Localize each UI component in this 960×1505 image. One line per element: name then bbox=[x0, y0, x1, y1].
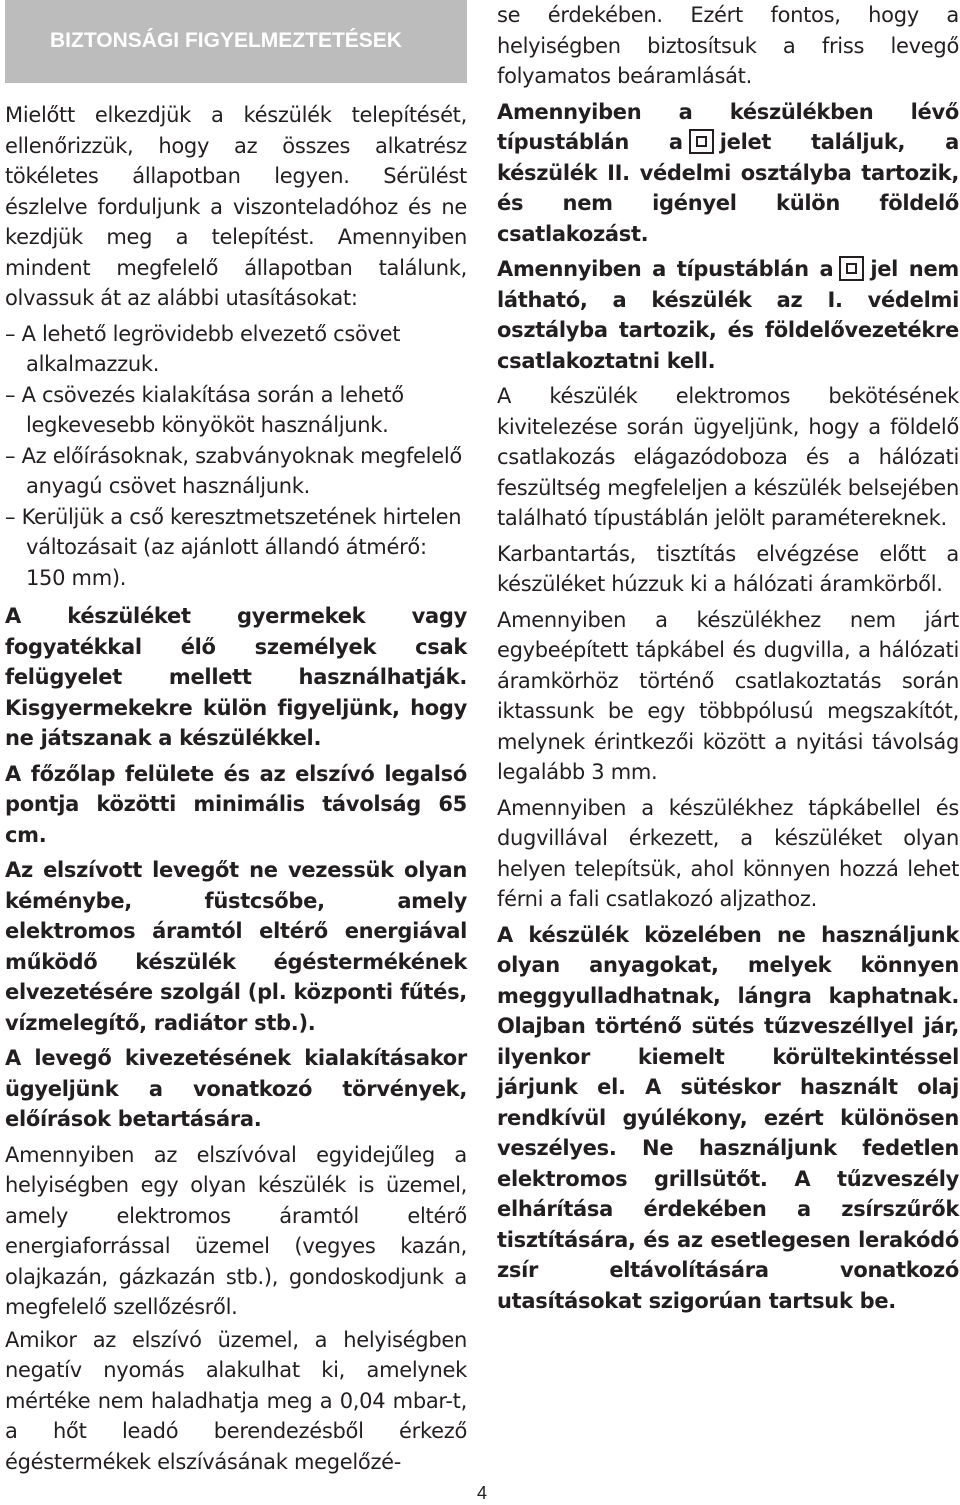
double-square-class2-icon bbox=[839, 256, 864, 281]
children-warning: A készüléket gyermekek vagy fogyatékkal élő személyek csak felügyelet mellett használhatják. Kisgyermekekre külön figyeljünk, hogy ne játszanak a készülékkel. bbox=[5, 604, 467, 750]
class1-text-after: jel nem látható, a készülék az I. védelmi osztályba tartozik, és földelővezetékre csatlakoztatni kell. bbox=[497, 257, 959, 373]
list-item: – A csövezés kialakítása során a lehető legkevesebb könyököt használjunk. bbox=[5, 382, 404, 437]
right-column bbox=[497, 0, 959, 1321]
regulations-warning: A levegő kivezetésének kialakításakor ügyeljünk a vonatkozó törvények, előírások betartására. bbox=[5, 1046, 467, 1131]
wiring-paragraph: A készülék elektromos bekötésének kivitelezése során ügyeljünk, hogy a földelő csatlakozás elágazódoboza és a hálózati feszültség megfeleljen a készülék belsejében található típustáblán jelölt paramétereknek. bbox=[497, 384, 959, 530]
left-column bbox=[5, 0, 467, 1482]
double-square-class2-icon bbox=[689, 129, 714, 154]
list-item: – Az előírásoknak, szabványoknak megfelelő anyagú csövet használjunk. bbox=[5, 443, 462, 498]
negative-pressure-paragraph: Amikor az elszívó üzemel, a helyiségben negatív nyomás alakulhat ki, amelynek mértéke nem haladhatja meg a 0,04 mbar-t, a hőt leadó berendezésből érkező égéstermékek elszívásának megelőzé- bbox=[5, 1327, 467, 1474]
other-appliance-paragraph: Amennyiben az elszívóval egyidejűleg a helyiségben egy olyan készülék is üzemel, amely elektromos áramtól eltérő energiaforrással üzemel (vegyes kazán, olajkazán, gázkazán stb.), gondoskodjunk a megfelelő szellőzésről. bbox=[5, 1142, 467, 1319]
with-cable-paragraph: Amennyiben a készülékhez tápkábellel és dugvillával érkezett, a készüléket olyan helyen telepítsük, ahol könnyen hozzá lehet férni a fali csatlakozó aljzathoz. bbox=[497, 795, 959, 911]
distance-warning: A főzőlap felülete és az elszívó legalsó pontja közötti minimális távolság 65 cm. bbox=[5, 761, 467, 847]
intro-paragraph: Mielőtt elkezdjük a készülék telepítését, ellenőrizzük, hogy az összes alkatrész tökéletes állapotban legyen. Sérülést észlelve forduljunk a viszonteladóhoz és ne kezdjük meg a telepítést. Amennyiben mindent megfelelő állapotban találunk, olvassuk át az alábbi utasításokat: bbox=[5, 103, 467, 310]
class2-text-before: Amennyiben a készülékben lévő típustáblán a bbox=[497, 99, 959, 154]
chimney-warning: Az elszívott levegőt ne vezessük olyan kéménybe, füstcsőbe, amely elektromos áramtól eltérő energiával működő készülék égéstermékének elvezetésére szolgál (pl. központi fűtés, vízmelegítő, radiátor stb.). bbox=[5, 858, 467, 1035]
section-title: BIZTONSÁGI FIGYELMEZTETÉSEK bbox=[50, 29, 402, 53]
fire-warning: A készülék közelében ne használjunk olyan anyagokat, melyek könnyen meggyulladhatnak, lángra kaphatnak. Olajban történő sütés tűzveszéllyel jár, ilyenkor kiemelt körültekintéssel járjunk el. A sütéskor használt olaj rendkívül gyúlékony, ezért különösen veszélyes. Ne használjunk fedetlen elektromos grillsütőt. A tűzveszély elhárítása érdekében a zsírszűrők tisztítására, és az esetlegesen lerakódó zsír eltávolítására vonatkozó utasításokat szigorúan tartsuk be. bbox=[497, 922, 959, 1313]
class1-text-before: Amennyiben a típustáblán a bbox=[497, 257, 834, 281]
no-cable-paragraph: Amennyiben a készülékhez nem járt egybeépített tápkábel és dugvilla, a hálózati áramkörhöz történő csatlakoztatás során iktassunk be egy többpólusú megszakítót, melynek érintkezői között a nyitási távolság legalább 3 mm. bbox=[497, 607, 959, 784]
ventilation-continuation: se érdekében. Ezért fontos, hogy a helyiségben biztosítsuk a friss levegő folyamatos beáramlását. bbox=[497, 3, 959, 88]
list-item: – Kerüljük a cső keresztmetszetének hirtelen változásait (az ajánlott állandó átmérő: 150 mm). bbox=[5, 504, 462, 590]
section-header bbox=[5, 0, 467, 83]
class1-paragraph bbox=[497, 254, 959, 376]
list-item: – A lehető legrövidebb elvezető csövet alkalmazzuk. bbox=[5, 321, 401, 376]
maintenance-paragraph: Karbantartás, tisztítás elvégzése előtt a készüléket húzzuk ki a hálózati áramkörből. bbox=[497, 541, 959, 596]
requirements-list bbox=[5, 319, 467, 594]
class2-paragraph bbox=[497, 97, 959, 250]
page-number: 4 bbox=[476, 1483, 487, 1503]
class2-text-after: jelet találjuk, a készülék II. védelmi osztályba tartozik, és nem igényel külön földelő csatlakozást. bbox=[497, 130, 959, 246]
